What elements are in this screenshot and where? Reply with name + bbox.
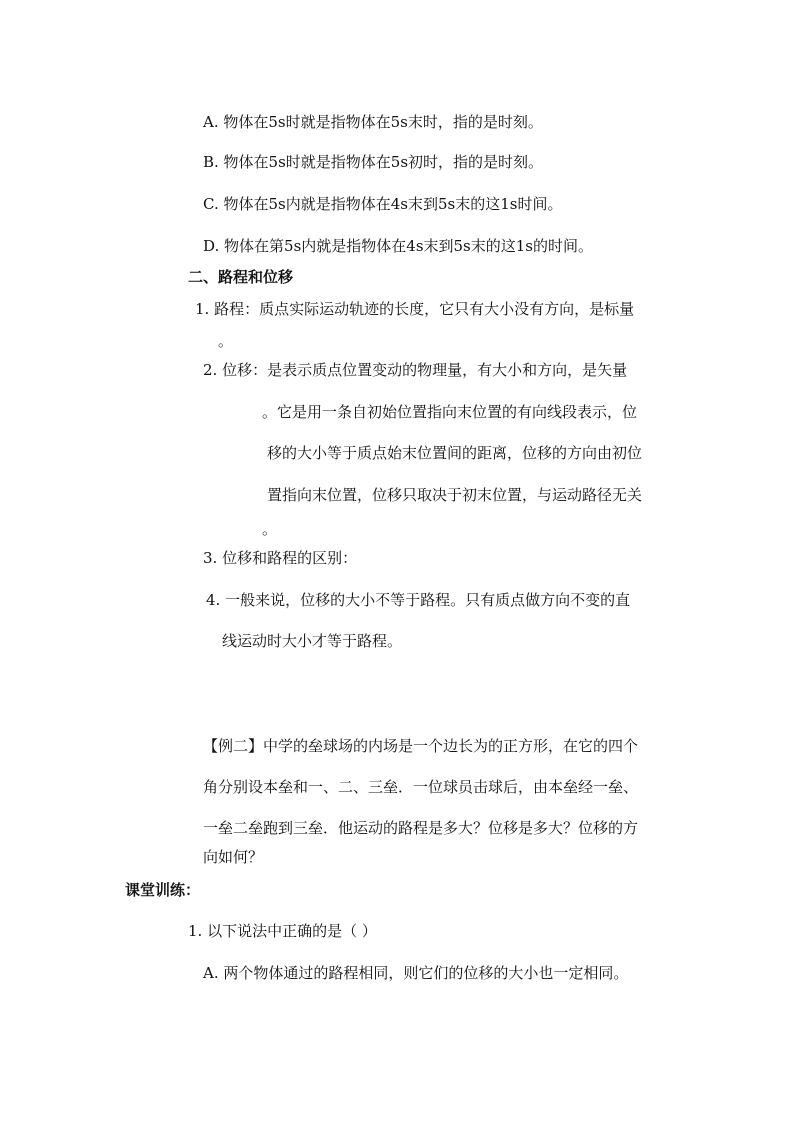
item1-line1: 1. 路程：质点实际运动轨迹的长度，它只有大小没有方向，是标量 xyxy=(195,300,635,318)
item2-line4: 置指向末位置，位移只取决于初末位置，与运动路径无关 xyxy=(267,486,643,504)
item2-line3: 移的大小等于质点始末位置间的距离，位移的方向由初位 xyxy=(267,444,643,462)
training-q1-option-a: A. 两个物体通过的路程相同，则它们的位移的大小也一定相同。 xyxy=(203,964,629,982)
option-c: C. 物体在5s内就是指物体在4s末到5s末的这1s时间。 xyxy=(203,195,563,213)
item4-line2: 线运动时大小才等于路程。 xyxy=(222,632,403,650)
option-b: B. 物体在5s时就是指物体在5s初时，指的是时刻。 xyxy=(203,153,544,171)
example-line3: 一垒二垒跑到三垒．他运动的路程是多大？位移是多大？位移的方 xyxy=(203,819,639,837)
section-heading: 二、路程和位移 xyxy=(188,268,294,286)
item2-line2: 。它是用一条自初始位置指向末位置的有向线段表示，位 xyxy=(262,403,638,421)
option-d: D. 物体在第5s内就是指物体在4s末到5s末的这1s的时间。 xyxy=(203,237,593,255)
item2-line1: 2. 位移：是表示质点位置变动的物理量，有大小和方向，是矢量 xyxy=(203,361,628,379)
item4-line1: 4. 一般来说，位移的大小不等于路程。只有质点做方向不变的直 xyxy=(206,591,631,609)
item2-line5: 。 xyxy=(262,520,278,538)
option-a: A. 物体在5s时就是指物体在5s末时，指的是时刻。 xyxy=(203,113,543,131)
example-line4: 向如何？ xyxy=(203,848,264,866)
item1-line2: 。 xyxy=(218,332,234,350)
example-line1: 【例二】中学的垒球场的内场是一个边长为的正方形，在它的四个 xyxy=(203,737,639,755)
training-q1: 1. 以下说法中正确的是（ ） xyxy=(188,922,377,940)
item3: 3. 位移和路程的区别： xyxy=(203,549,358,567)
example-line2: 角分别设本垒和一、二、三垒．一位球员击球后，由本垒经一垒、 xyxy=(203,778,639,796)
training-heading: 课堂训练： xyxy=(125,881,201,899)
